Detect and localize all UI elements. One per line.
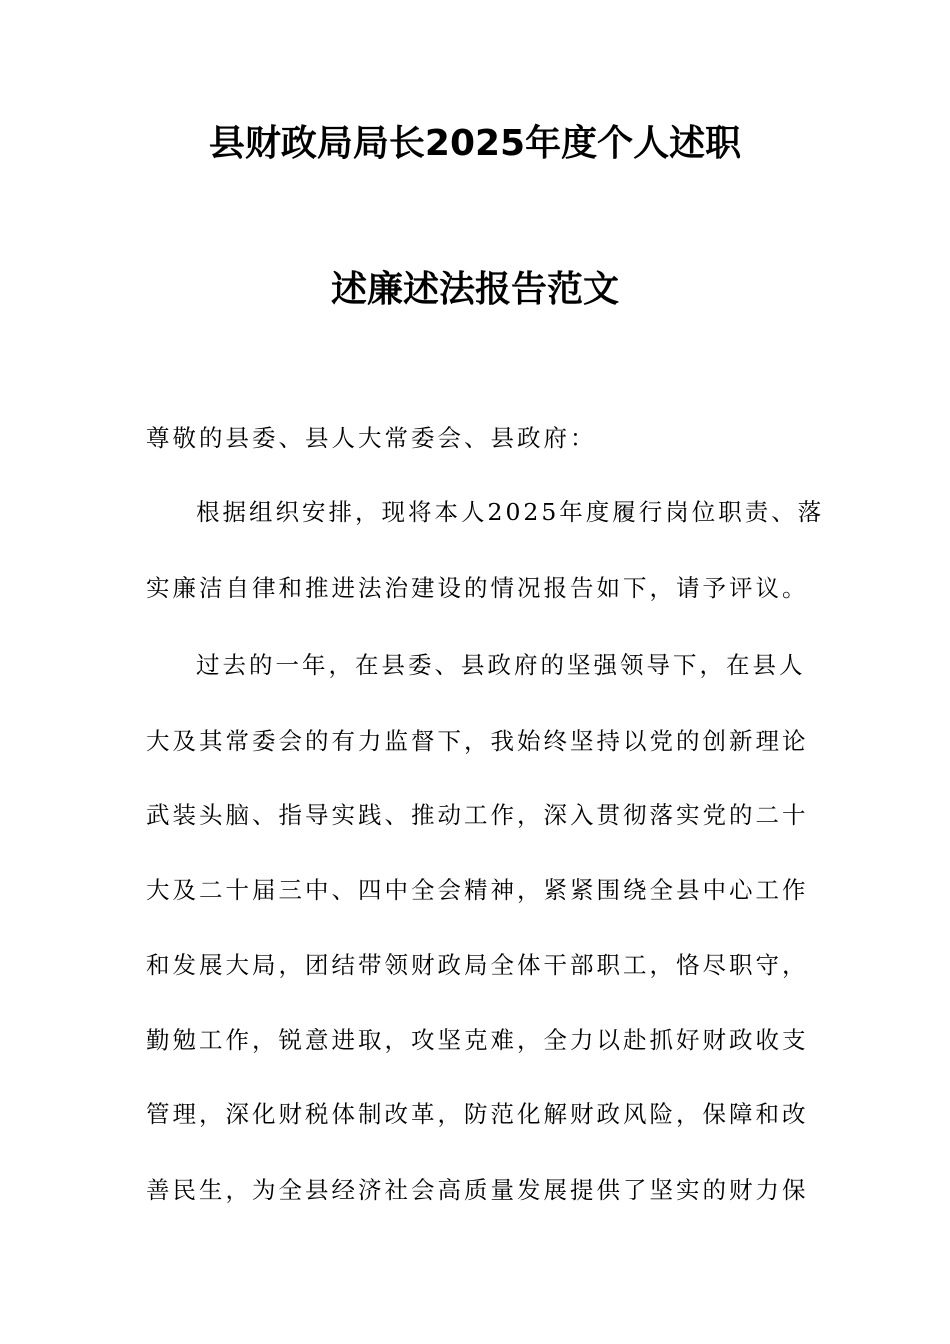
document-title-line-1: 县财政局局长2025年度个人述职 [208, 123, 742, 164]
body-line: 过去的一年，在县委、县政府的坚强领导下，在县人 [196, 651, 806, 679]
body-line: 大及其常委会的有力监督下，我始终坚持以党的创新理论 [146, 727, 809, 755]
body-line: 大及二十届三中、四中全会精神，紧紧围绕全县中心工作 [146, 876, 809, 904]
body-line: 善民生，为全县经济社会高质量发展提供了坚实的财力保 [146, 1176, 809, 1204]
body-line: 实廉洁自律和推进法治建设的情况报告如下，请予评议。 [146, 574, 809, 602]
body-line: 和发展大局，团结带领财政局全体干部职工，恪尽职守， [146, 951, 809, 979]
body-line: 勤勉工作，锐意进取，攻坚克难，全力以赴抓好财政收支 [146, 1026, 809, 1054]
salutation: 尊敬的县委、县人大常委会、县政府： [146, 424, 597, 452]
body-line: 管理，深化财税体制改革，防范化解财政风险，保障和改 [146, 1100, 809, 1128]
body-line: 武装头脑、指导实践、推动工作，深入贯彻落实党的二十 [146, 801, 809, 829]
document-title-line-2: 述廉述法报告范文 [330, 269, 619, 310]
body-line: 根据组织安排，现将本人2025年度履行岗位职责、落 [196, 498, 825, 526]
